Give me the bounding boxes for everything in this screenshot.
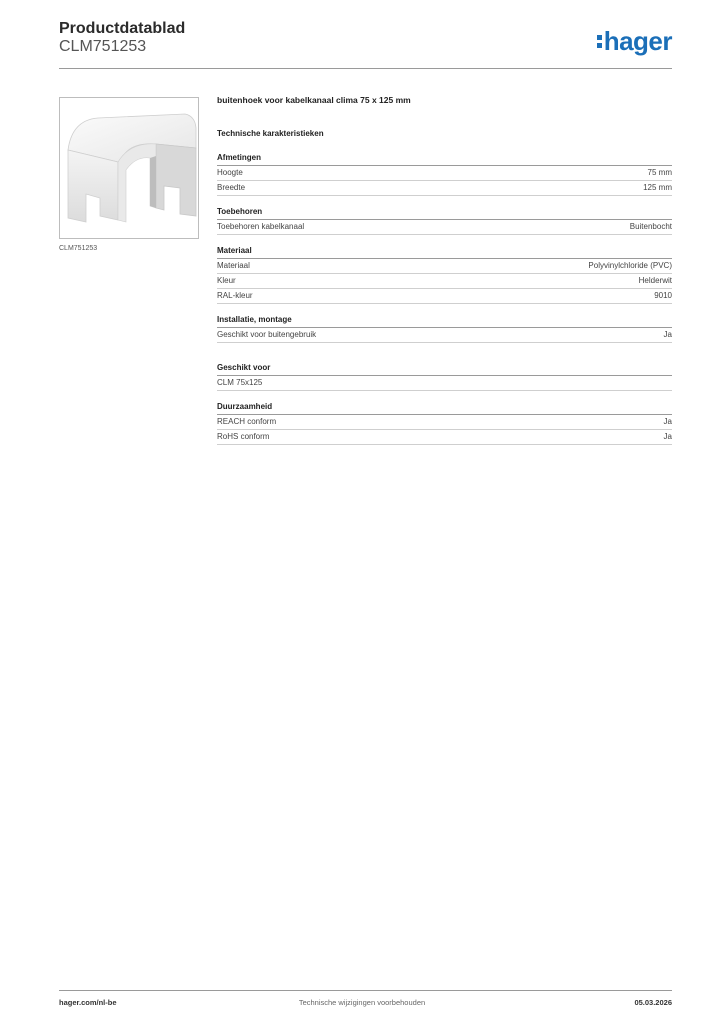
cable-duct-corner-icon (60, 98, 198, 238)
section-geschikt-voor (217, 363, 672, 391)
spec-value: Polyvinylchloride (PVC) (588, 261, 672, 270)
footer-website-link[interactable]: hager.com/nl-be (59, 998, 117, 1007)
product-title: buitenhoek voor kabelkanaal clima 75 x 125 mm (217, 95, 411, 105)
spec-row (217, 220, 672, 235)
spec-label: REACH conform (217, 417, 277, 426)
spec-row (217, 430, 672, 445)
spec-row (217, 415, 672, 430)
section-installatie (217, 315, 672, 343)
spec-value: Helderwit (638, 276, 672, 285)
spec-value: Ja (663, 330, 672, 339)
spec-row (217, 289, 672, 304)
header-divider (59, 68, 672, 69)
footer-date: 05.03.2026 (634, 998, 672, 1007)
spec-row (217, 181, 672, 196)
page-title: Productdatablad (59, 20, 186, 37)
spec-content (217, 95, 672, 445)
spec-label: RoHS conform (217, 432, 270, 441)
section-heading: Geschikt voor (217, 363, 672, 376)
section-afmetingen (217, 153, 672, 196)
spec-row (217, 166, 672, 181)
product-image (59, 97, 199, 239)
product-image-caption: CLM751253 (59, 245, 98, 252)
spec-subtitle: Technische karakteristieken (217, 129, 324, 138)
logo-dots-icon (597, 35, 602, 48)
logo-text: hager (603, 26, 672, 56)
section-toebehoren (217, 207, 672, 235)
spec-label: Geschikt voor buitengebruik (217, 330, 317, 339)
spec-value: Ja (663, 432, 672, 441)
spec-value: 9010 (654, 291, 672, 300)
spec-row (217, 274, 672, 289)
spec-value: Buitenbocht (629, 222, 672, 231)
spec-label: Kleur (217, 276, 236, 285)
section-materiaal (217, 246, 672, 304)
footer-notice: Technische wijzigingen voorbehouden (298, 998, 426, 1007)
spec-row (217, 259, 672, 274)
spec-value: Ja (663, 417, 672, 426)
product-code-header: CLM751253 (59, 38, 147, 55)
hager-logo[interactable] (597, 26, 672, 57)
spec-label: Hoogte (217, 168, 243, 177)
spec-value: 125 mm (643, 183, 672, 192)
spec-value: 75 mm (647, 168, 672, 177)
spec-row (217, 328, 672, 343)
footer-divider (59, 990, 672, 991)
section-heading: Installatie, montage (217, 315, 672, 328)
section-heading: Duurzaamheid (217, 402, 672, 415)
spec-label: Toebehoren kabelkanaal (217, 222, 305, 231)
section-duurzaamheid (217, 402, 672, 445)
spec-label: Breedte (217, 183, 246, 192)
spec-label: RAL-kleur (217, 291, 253, 300)
spec-row (217, 376, 672, 391)
spec-label: Materiaal (217, 261, 250, 270)
section-heading: Afmetingen (217, 153, 672, 166)
spec-label: CLM 75x125 (217, 378, 263, 387)
section-heading: Materiaal (217, 246, 672, 259)
section-heading: Toebehoren (217, 207, 672, 220)
